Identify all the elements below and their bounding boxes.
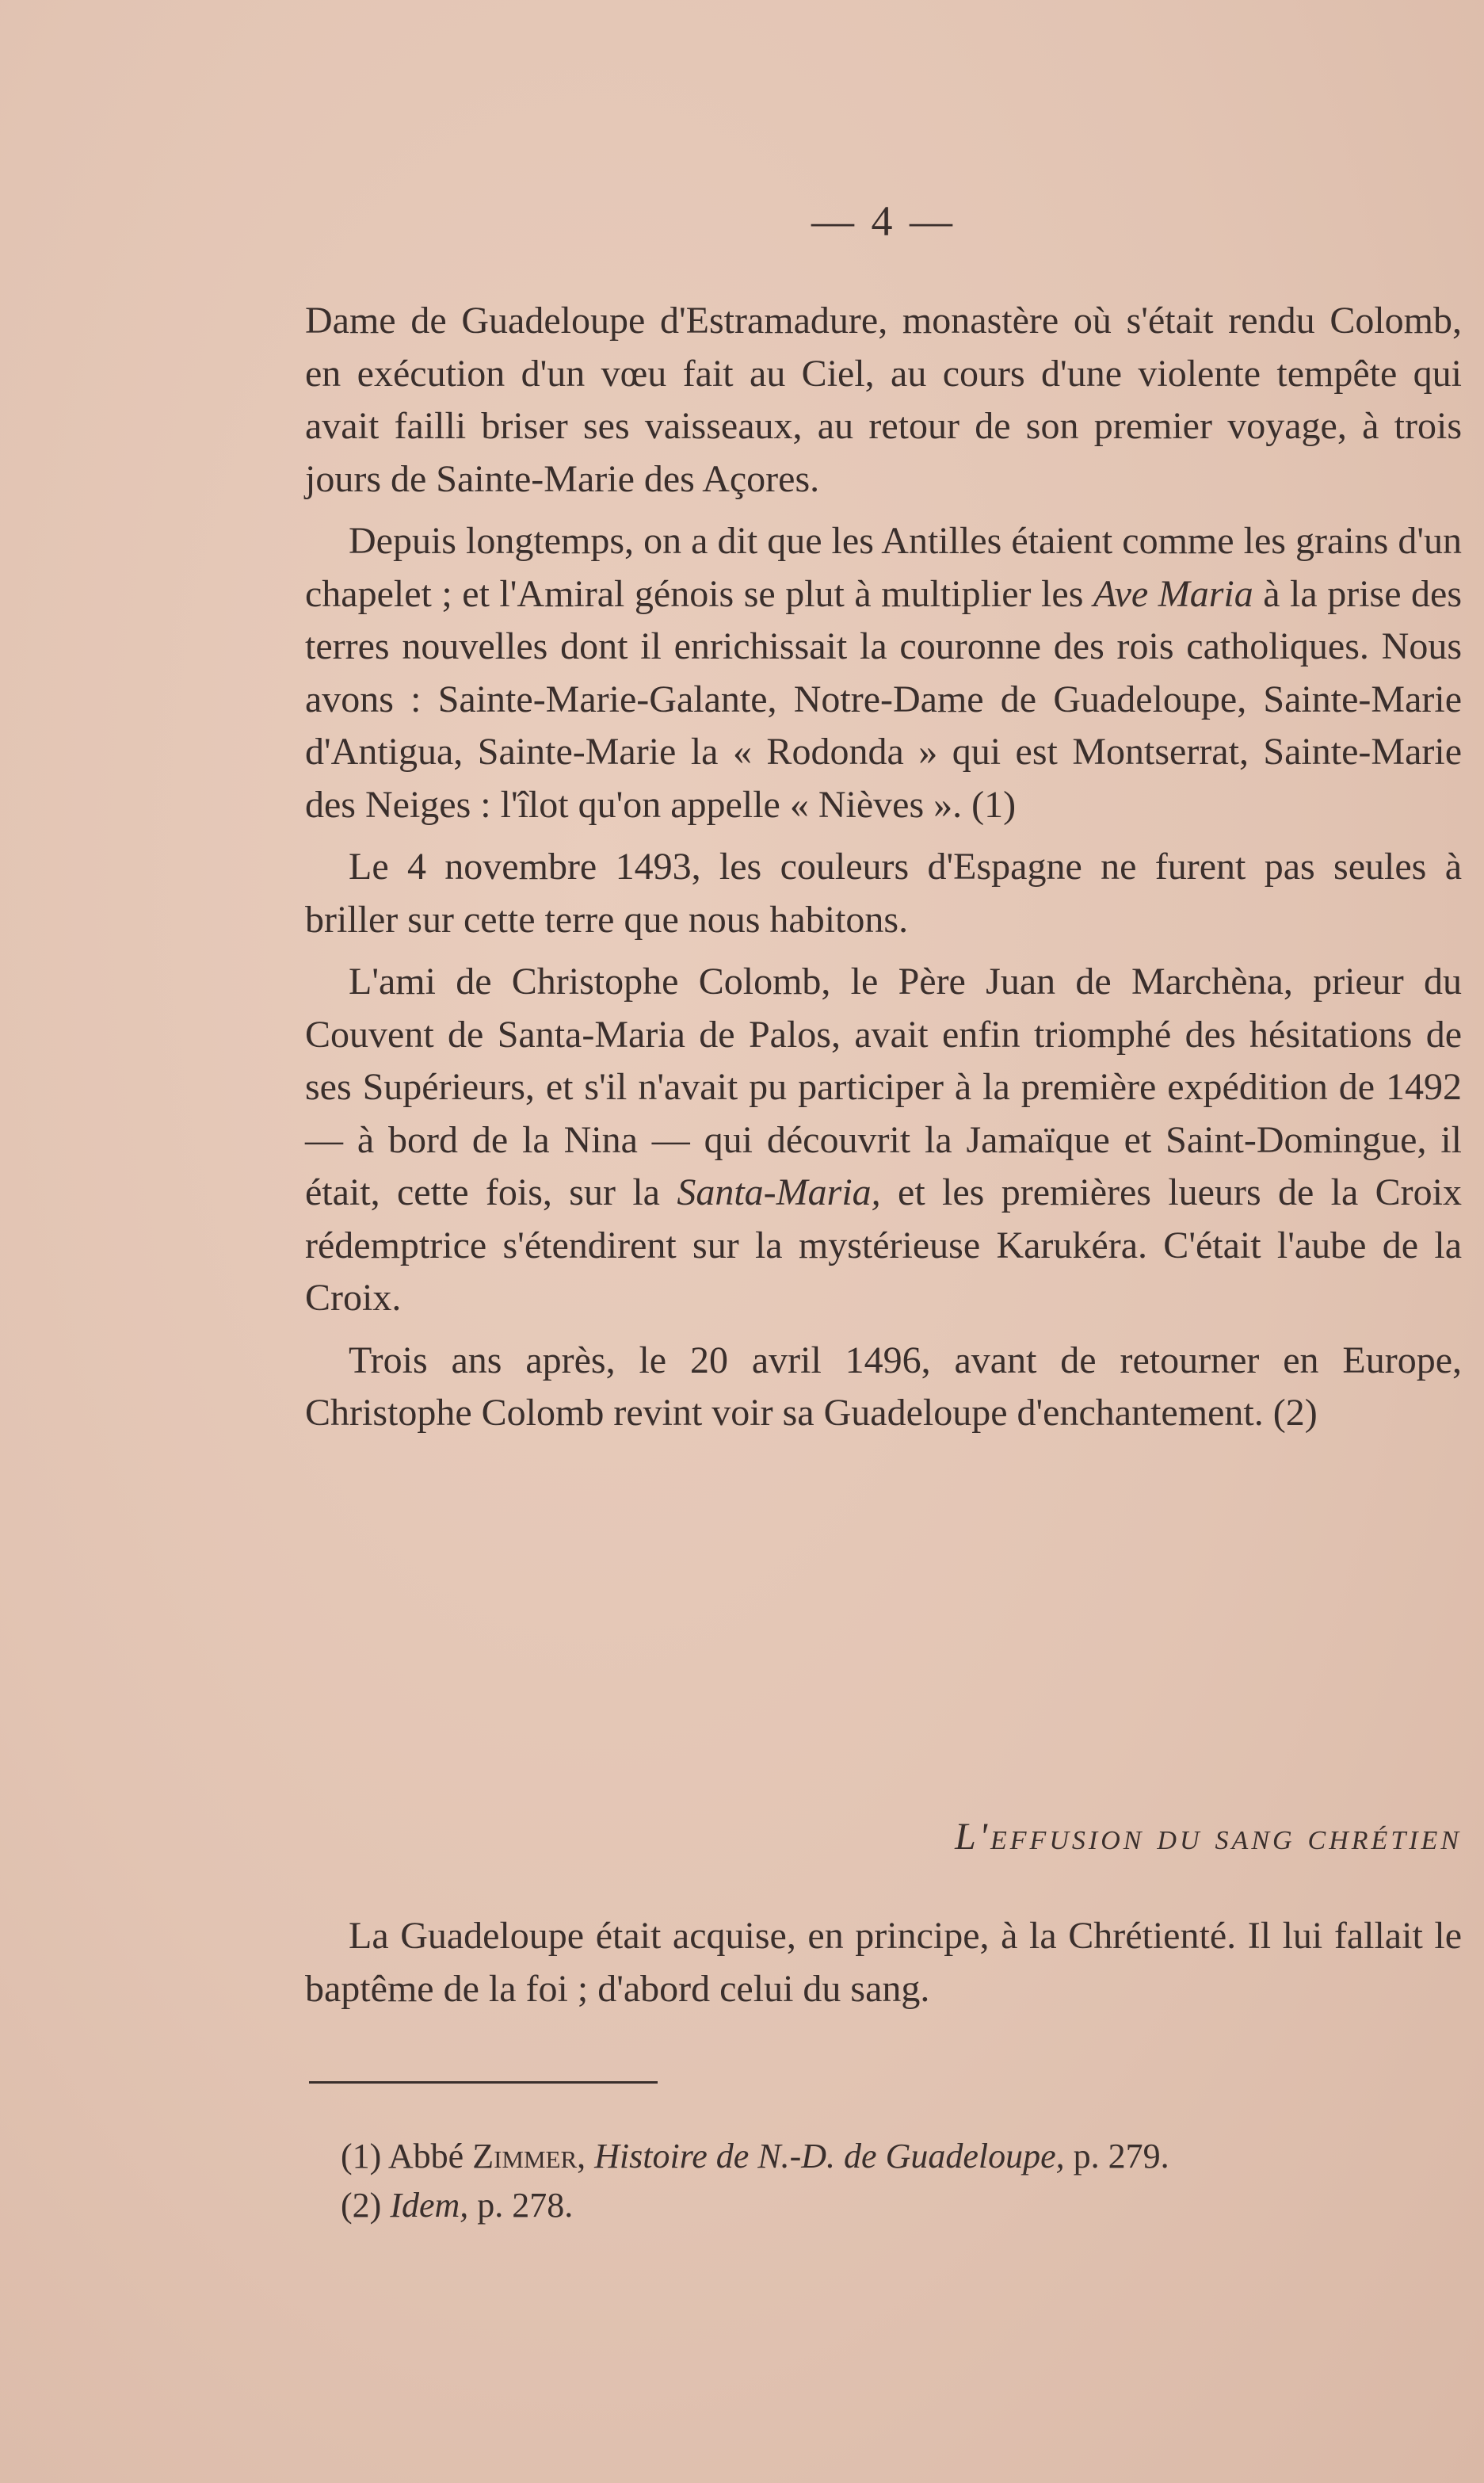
footnote-1-number: (1)	[341, 2137, 382, 2175]
footnote-1	[341, 2132, 1462, 2181]
footnote-2-number: (2)	[341, 2186, 382, 2225]
footnote-1-author: Zimmer,	[472, 2137, 586, 2175]
page-number: — 4 —	[811, 197, 956, 245]
paragraph-4	[305, 956, 1462, 1325]
paragraph-1	[305, 295, 1462, 506]
paragraph-3-text: Le 4 novembre 1493, les couleurs d'Espagne ne furent pas seules à briller sur cette terre que nous habitons.	[305, 846, 1462, 941]
footnote-1-page: p. 279.	[1073, 2137, 1169, 2175]
paragraph-4-text-b: et les premières lueurs de la Croix rédemptrice s'étendirent sur la mystérieuse Karukéra. C'était l'aube de la Croix.	[305, 1171, 1463, 1319]
paragraph-2-text-a: Depuis longtemps, on a dit que les Antilles étaient comme les grains d'un chapelet ; et l'Amiral génois se plut à multiplier les	[305, 520, 1462, 615]
section-paragraph: La Guadeloupe était acquise, en principe, à la Chrétienté. Il lui fallait le baptême de la foi ; d'abord celui du sang.	[305, 1915, 1462, 2010]
paragraph-5	[305, 1335, 1462, 1440]
footnote-1-title: Histoire de N.-D. de Guadeloupe,	[594, 2137, 1065, 2175]
paragraph-3	[305, 841, 1462, 946]
footnotes	[341, 2132, 1462, 2230]
paragraph-2-italic: Ave Maria	[1093, 572, 1253, 615]
footnote-2-page: p. 278.	[477, 2186, 574, 2225]
paragraph-2	[305, 515, 1462, 831]
footnote-2	[341, 2181, 1462, 2230]
paragraph-2-text-b: à la prise des terres nouvelles dont il enrichissait la couronne des rois catholiques. Nous avons : Sainte-Marie-Galante, Notre-Dame de Guadeloupe, Sainte-Marie d'Antigua, Sainte-Marie la « Rodonda » qui est Montserrat, Sainte-Marie des Neiges : l'îlot qu'on appelle « Nièves ». (1)	[305, 572, 1463, 826]
document-page	[305, 0, 1462, 2483]
section-heading: L'effusion du sang chrétien	[955, 1816, 1462, 1858]
paragraph-5-text: Trois ans après, le 20 avril 1496, avant de retourner en Europe, Christophe Colomb revint voir sa Guadeloupe d'enchantement. (2)	[305, 1339, 1462, 1434]
footnote-divider	[309, 2081, 658, 2084]
footnote-1-prefix: Abbé	[387, 2137, 464, 2175]
body-text	[305, 295, 1462, 1450]
footnote-2-ref: Idem,	[390, 2186, 469, 2225]
paragraph-4-text-a: L'ami de Christophe Colomb, le Père Juan de Marchèna, prieur du Couvent de Santa-Maria de Palos, avait enfin triomphé des hésitations de ses Supérieurs, et s'il n'avait pu participer à la première expédition de 1492 — à bord de la Nina — qui découvrit la Jamaïque et Saint-Domingue, il était, cette fois, sur la	[305, 961, 1462, 1213]
paragraph-1-text: Dame de Guadeloupe d'Estramadure, monastère où s'était rendu Colomb, en exécution d'un vœu fait au Ciel, au cours d'une violente tempête qui avait failli briser ses vaisseaux, au retour de son premier voyage, à trois jours de Sainte-Marie des Açores.	[305, 300, 1462, 500]
paragraph-4-italic: Santa-Maria,	[677, 1171, 881, 1213]
